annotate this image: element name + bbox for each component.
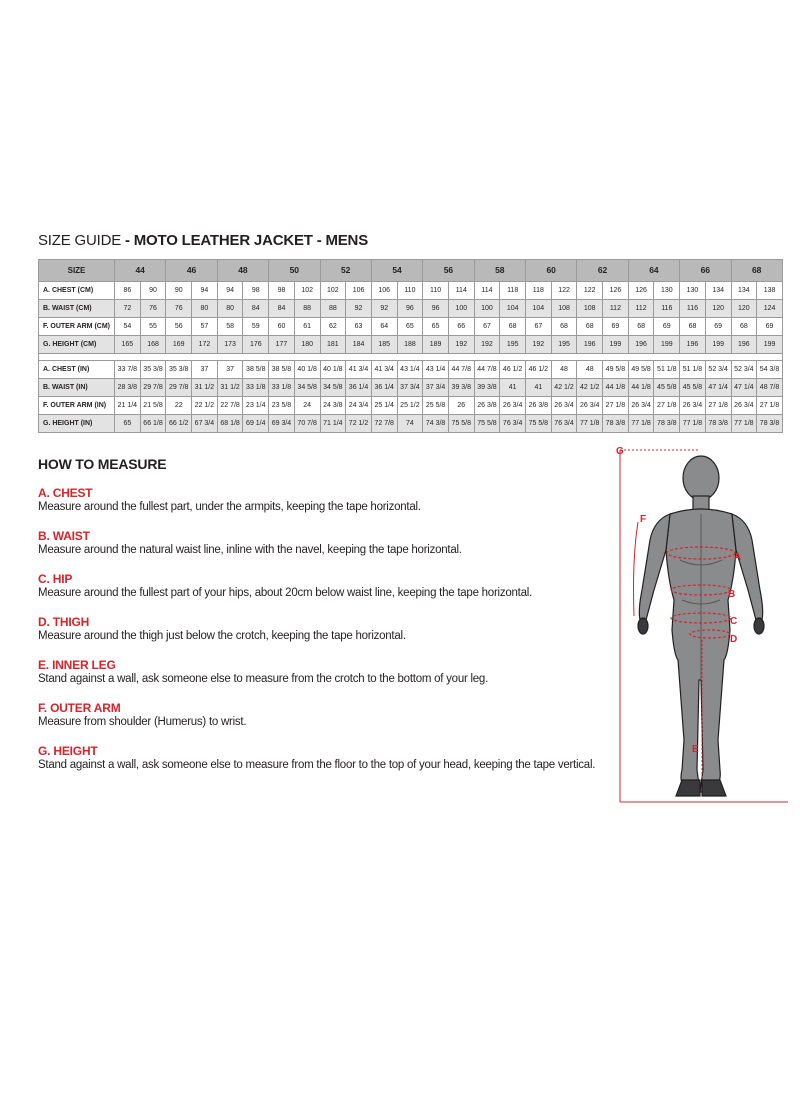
label-e: E — [692, 744, 699, 755]
table-cell: 114 — [448, 282, 474, 300]
table-cell: 47 1/4 — [705, 379, 731, 397]
table-cell: 65 — [115, 415, 141, 433]
measure-item — [38, 529, 618, 572]
measure-title: G. HEIGHT — [38, 744, 98, 758]
table-cell: 100 — [474, 300, 500, 318]
table-cell: 70 7/8 — [294, 415, 320, 433]
table-cell: 196 — [628, 336, 654, 354]
table-cell: 59 — [243, 318, 269, 336]
table-cell: 23 5/8 — [269, 397, 295, 415]
table-cell: 44 1/8 — [628, 379, 654, 397]
table-cell: 22 1/2 — [192, 397, 218, 415]
table-cell: 77 1/8 — [577, 415, 603, 433]
table-cell: 68 — [731, 318, 757, 336]
table-cell: 24 3/8 — [320, 397, 346, 415]
table-cell: 51 1/8 — [654, 361, 680, 379]
table-cell: 177 — [269, 336, 295, 354]
table-cell: 86 — [115, 282, 141, 300]
table-cell: 94 — [217, 282, 243, 300]
table-cell: 31 1/2 — [192, 379, 218, 397]
page-title — [38, 232, 368, 249]
table-cell: 75 5/8 — [448, 415, 474, 433]
measure-description: Stand against a wall, ask someone else to measure from the crotch to the bottom of your leg. — [38, 673, 489, 685]
table-cell: 48 — [551, 361, 577, 379]
table-cell: 116 — [680, 300, 706, 318]
table-cell: 39 3/8 — [448, 379, 474, 397]
table-cell: 185 — [371, 336, 397, 354]
table-cell: 49 5/8 — [603, 361, 629, 379]
table-cell: 189 — [423, 336, 449, 354]
neck — [693, 496, 709, 510]
table-row — [39, 336, 783, 354]
outer-arm-tape — [634, 522, 639, 616]
table-cell: 78 3/8 — [654, 415, 680, 433]
table-cell: 74 — [397, 415, 423, 433]
right-boot — [702, 780, 726, 796]
table-cell: 60 — [269, 318, 295, 336]
size-table — [38, 259, 783, 433]
table-cell: 110 — [423, 282, 449, 300]
table-cell: 68 — [577, 318, 603, 336]
measure-description: Measure from shoulder (Humerus) to wrist. — [38, 716, 247, 728]
table-cell: 27 1/8 — [757, 397, 783, 415]
table-cell: 65 — [423, 318, 449, 336]
table-cell: 196 — [731, 336, 757, 354]
table-cell: 57 — [192, 318, 218, 336]
table-cell: 29 7/8 — [140, 379, 166, 397]
table-cell: 51 1/8 — [680, 361, 706, 379]
left-hand — [638, 618, 648, 634]
measure-description: Measure around the fullest part, under the armpits, keeping the tape horizontal. — [38, 501, 421, 513]
table-cell: 54 — [115, 318, 141, 336]
table-cell: 26 3/4 — [577, 397, 603, 415]
table-cell: 61 — [294, 318, 320, 336]
table-cell: 69 — [705, 318, 731, 336]
table-cell: 96 — [397, 300, 423, 318]
table-cell: 134 — [731, 282, 757, 300]
table-cell: 47 1/4 — [731, 379, 757, 397]
table-cell: 34 5/8 — [320, 379, 346, 397]
table-cell: 23 1/4 — [243, 397, 269, 415]
table-cell: 35 3/8 — [166, 361, 192, 379]
left-arm — [639, 514, 670, 620]
table-cell: 26 3/8 — [474, 397, 500, 415]
table-cell: 69 — [654, 318, 680, 336]
table-cell: 96 — [423, 300, 449, 318]
size-header-cell: 56 — [423, 260, 474, 282]
table-cell: 114 — [474, 282, 500, 300]
table-cell: 62 — [320, 318, 346, 336]
table-cell: 184 — [346, 336, 372, 354]
table-cell: 122 — [577, 282, 603, 300]
table-cell: 36 1/4 — [346, 379, 372, 397]
size-header-cell: 54 — [371, 260, 422, 282]
table-row — [39, 282, 783, 300]
table-cell: 42 1/2 — [551, 379, 577, 397]
table-cell: 21 5/8 — [140, 397, 166, 415]
table-cell: 58 — [217, 318, 243, 336]
table-cell: 176 — [243, 336, 269, 354]
table-cell: 49 5/8 — [628, 361, 654, 379]
table-cell: 68 — [551, 318, 577, 336]
table-cell: 31 1/2 — [217, 379, 243, 397]
size-header-cell: 46 — [166, 260, 217, 282]
table-cell: 181 — [320, 336, 346, 354]
table-cell: 67 — [526, 318, 552, 336]
table-cell: 48 — [577, 361, 603, 379]
size-header-cell: 44 — [115, 260, 166, 282]
table-row — [39, 361, 783, 379]
size-header-cell: 60 — [526, 260, 577, 282]
table-cell: 76 — [140, 300, 166, 318]
table-cell: 80 — [217, 300, 243, 318]
size-header-cell: 64 — [628, 260, 679, 282]
size-header-cell: 66 — [680, 260, 731, 282]
head — [683, 456, 719, 500]
table-cell: 169 — [166, 336, 192, 354]
row-label: F. OUTER ARM (IN) — [39, 397, 115, 415]
table-cell: 26 3/4 — [731, 397, 757, 415]
table-cell: 130 — [654, 282, 680, 300]
title-prefix: SIZE GUIDE — [38, 232, 122, 249]
table-cell: 90 — [166, 282, 192, 300]
table-cell: 199 — [757, 336, 783, 354]
size-header-row — [39, 260, 783, 282]
table-cell: 192 — [448, 336, 474, 354]
table-cell: 25 1/4 — [371, 397, 397, 415]
table-cell: 25 5/8 — [423, 397, 449, 415]
table-cell: 196 — [680, 336, 706, 354]
measure-title: B. WAIST — [38, 529, 90, 543]
table-cell: 33 1/8 — [243, 379, 269, 397]
table-cell: 65 — [397, 318, 423, 336]
table-cell: 75 5/8 — [474, 415, 500, 433]
table-cell: 38 5/8 — [243, 361, 269, 379]
measure-description: Measure around the thigh just below the crotch, keeping the tape horizontal. — [38, 630, 406, 642]
table-cell: 40 1/8 — [320, 361, 346, 379]
measure-title: F. OUTER ARM — [38, 701, 121, 715]
table-cell: 68 — [680, 318, 706, 336]
row-label: B. WAIST (CM) — [39, 300, 115, 318]
table-separator — [39, 354, 783, 361]
table-cell: 104 — [500, 300, 526, 318]
table-cell: 76 3/4 — [551, 415, 577, 433]
label-a: A — [734, 552, 742, 563]
table-cell: 52 3/4 — [731, 361, 757, 379]
table-cell: 35 3/8 — [140, 361, 166, 379]
size-header-cell: 50 — [269, 260, 320, 282]
table-cell: 94 — [192, 282, 218, 300]
table-row — [39, 318, 783, 336]
table-cell: 25 1/2 — [397, 397, 423, 415]
size-header-label: SIZE — [39, 260, 115, 282]
row-label: A. CHEST (IN) — [39, 361, 115, 379]
table-cell: 64 — [371, 318, 397, 336]
table-cell: 22 — [166, 397, 192, 415]
table-cell: 126 — [603, 282, 629, 300]
label-f: F — [640, 514, 647, 525]
table-cell: 22 7/8 — [217, 397, 243, 415]
table-cell: 69 1/4 — [243, 415, 269, 433]
label-c: C — [730, 616, 738, 627]
table-cell: 54 3/8 — [757, 361, 783, 379]
table-cell: 173 — [217, 336, 243, 354]
table-cell: 40 1/8 — [294, 361, 320, 379]
table-cell: 44 7/8 — [474, 361, 500, 379]
table-cell: 24 3/4 — [346, 397, 372, 415]
table-cell: 41 3/4 — [346, 361, 372, 379]
table-cell: 41 — [526, 379, 552, 397]
table-cell: 102 — [294, 282, 320, 300]
table-cell: 196 — [577, 336, 603, 354]
table-cell: 37 3/4 — [397, 379, 423, 397]
table-cell: 104 — [526, 300, 552, 318]
table-cell: 84 — [269, 300, 295, 318]
table-cell: 37 3/4 — [423, 379, 449, 397]
measure-description: Measure around the fullest part of your hips, about 20cm below waist line, keeping the tape horizontal. — [38, 587, 532, 599]
table-cell: 68 1/8 — [217, 415, 243, 433]
table-cell: 43 1/4 — [397, 361, 423, 379]
table-cell: 110 — [397, 282, 423, 300]
table-cell: 195 — [551, 336, 577, 354]
table-cell: 26 3/4 — [500, 397, 526, 415]
label-b: B — [728, 589, 736, 600]
table-cell: 188 — [397, 336, 423, 354]
table-cell: 120 — [731, 300, 757, 318]
measure-item — [38, 486, 618, 529]
measure-item — [38, 658, 618, 701]
table-cell: 180 — [294, 336, 320, 354]
measure-title: A. CHEST — [38, 486, 93, 500]
table-cell: 56 — [166, 318, 192, 336]
table-cell: 68 — [628, 318, 654, 336]
table-cell: 78 3/8 — [603, 415, 629, 433]
measure-description: Stand against a wall, ask someone else to measure from the floor to the top of your head, keeping the tape vertical. — [38, 759, 596, 771]
table-cell: 112 — [603, 300, 629, 318]
table-cell: 67 — [474, 318, 500, 336]
table-cell: 26 3/8 — [526, 397, 552, 415]
table-cell: 29 7/8 — [166, 379, 192, 397]
table-cell: 33 7/8 — [115, 361, 141, 379]
table-cell: 84 — [243, 300, 269, 318]
table-cell: 98 — [243, 282, 269, 300]
table-cell: 46 1/2 — [526, 361, 552, 379]
table-cell: 102 — [320, 282, 346, 300]
row-label: G. HEIGHT (IN) — [39, 415, 115, 433]
table-cell: 72 7/8 — [371, 415, 397, 433]
table-cell: 76 3/4 — [500, 415, 526, 433]
table-cell: 100 — [448, 300, 474, 318]
table-cell: 98 — [269, 282, 295, 300]
row-label: B. WAIST (IN) — [39, 379, 115, 397]
row-label: A. CHEST (CM) — [39, 282, 115, 300]
table-cell: 48 7/8 — [757, 379, 783, 397]
table-cell: 116 — [654, 300, 680, 318]
table-cell: 72 1/2 — [346, 415, 372, 433]
table-cell: 199 — [603, 336, 629, 354]
table-cell: 55 — [140, 318, 166, 336]
table-cell: 120 — [705, 300, 731, 318]
table-cell: 37 — [192, 361, 218, 379]
table-cell: 108 — [577, 300, 603, 318]
table-row — [39, 397, 783, 415]
table-cell: 199 — [654, 336, 680, 354]
table-cell: 42 1/2 — [577, 379, 603, 397]
table-cell: 69 — [757, 318, 783, 336]
table-cell: 192 — [474, 336, 500, 354]
table-cell: 106 — [346, 282, 372, 300]
table-cell: 26 3/4 — [680, 397, 706, 415]
table-cell: 21 1/4 — [115, 397, 141, 415]
size-header-cell: 58 — [474, 260, 525, 282]
table-cell: 63 — [346, 318, 372, 336]
table-cell: 66 — [448, 318, 474, 336]
table-cell: 36 1/4 — [371, 379, 397, 397]
table-cell: 118 — [500, 282, 526, 300]
table-cell: 75 5/8 — [526, 415, 552, 433]
table-cell: 45 5/8 — [654, 379, 680, 397]
table-cell: 69 3/4 — [269, 415, 295, 433]
size-header-cell: 52 — [320, 260, 371, 282]
label-g: G — [616, 446, 624, 457]
measure-title: C. HIP — [38, 572, 73, 586]
table-cell: 192 — [526, 336, 552, 354]
table-cell: 77 1/8 — [628, 415, 654, 433]
table-cell: 80 — [192, 300, 218, 318]
table-cell: 27 1/8 — [654, 397, 680, 415]
row-label: F. OUTER ARM (CM) — [39, 318, 115, 336]
table-cell: 92 — [371, 300, 397, 318]
body-measurement-figure — [610, 440, 790, 810]
table-cell: 27 1/8 — [705, 397, 731, 415]
measure-title: D. THIGH — [38, 615, 90, 629]
table-cell: 66 1/2 — [166, 415, 192, 433]
table-row — [39, 379, 783, 397]
measure-instructions — [38, 486, 618, 787]
table-cell: 130 — [680, 282, 706, 300]
measure-item — [38, 615, 618, 658]
table-cell: 28 3/8 — [115, 379, 141, 397]
table-cell: 126 — [628, 282, 654, 300]
measure-description: Measure around the natural waist line, inline with the navel, keeping the tape horizontal. — [38, 544, 462, 556]
table-cell: 34 5/8 — [294, 379, 320, 397]
title-main: - MOTO LEATHER JACKET - MENS — [121, 232, 368, 249]
size-header-cell: 68 — [731, 260, 782, 282]
table-cell: 27 1/8 — [603, 397, 629, 415]
table-cell: 78 3/8 — [705, 415, 731, 433]
table-cell: 41 — [500, 379, 526, 397]
table-cell: 106 — [371, 282, 397, 300]
table-cell: 41 3/4 — [371, 361, 397, 379]
table-cell: 72 — [115, 300, 141, 318]
table-cell: 165 — [115, 336, 141, 354]
table-cell: 172 — [192, 336, 218, 354]
table-cell: 124 — [757, 300, 783, 318]
table-row — [39, 415, 783, 433]
table-cell: 118 — [526, 282, 552, 300]
table-cell: 43 1/4 — [423, 361, 449, 379]
size-header-cell: 48 — [217, 260, 268, 282]
separator-cell — [39, 354, 783, 361]
table-cell: 68 — [500, 318, 526, 336]
table-row — [39, 300, 783, 318]
table-cell: 199 — [705, 336, 731, 354]
table-cell: 24 — [294, 397, 320, 415]
table-cell: 138 — [757, 282, 783, 300]
table-cell: 168 — [140, 336, 166, 354]
measure-title: E. INNER LEG — [38, 658, 116, 672]
size-header-cell: 62 — [577, 260, 628, 282]
table-cell: 39 3/8 — [474, 379, 500, 397]
measure-item — [38, 572, 618, 615]
label-d: D — [730, 634, 738, 645]
table-cell: 46 1/2 — [500, 361, 526, 379]
left-boot — [676, 780, 700, 796]
how-to-measure-heading: HOW TO MEASURE — [38, 456, 167, 472]
measure-item — [38, 744, 618, 787]
table-cell: 69 — [603, 318, 629, 336]
right-hand — [754, 618, 764, 634]
measure-item — [38, 701, 618, 744]
table-cell: 76 — [166, 300, 192, 318]
table-cell: 67 3/4 — [192, 415, 218, 433]
table-cell: 108 — [551, 300, 577, 318]
right-arm — [732, 514, 763, 620]
table-cell: 74 3/8 — [423, 415, 449, 433]
table-cell: 26 3/4 — [551, 397, 577, 415]
table-cell: 92 — [346, 300, 372, 318]
table-cell: 52 3/4 — [705, 361, 731, 379]
table-cell: 26 — [448, 397, 474, 415]
table-cell: 71 1/4 — [320, 415, 346, 433]
table-cell: 77 1/8 — [731, 415, 757, 433]
table-cell: 38 5/8 — [269, 361, 295, 379]
table-cell: 26 3/4 — [628, 397, 654, 415]
table-cell: 78 3/8 — [757, 415, 783, 433]
table-cell: 33 1/8 — [269, 379, 295, 397]
table-cell: 77 1/8 — [680, 415, 706, 433]
table-cell: 88 — [294, 300, 320, 318]
table-cell: 112 — [628, 300, 654, 318]
table-cell: 122 — [551, 282, 577, 300]
table-cell: 44 7/8 — [448, 361, 474, 379]
table-cell: 66 1/8 — [140, 415, 166, 433]
table-cell: 37 — [217, 361, 243, 379]
table-cell: 44 1/8 — [603, 379, 629, 397]
table-cell: 90 — [140, 282, 166, 300]
table-cell: 88 — [320, 300, 346, 318]
table-cell: 134 — [705, 282, 731, 300]
row-label: G. HEIGHT (CM) — [39, 336, 115, 354]
table-cell: 45 5/8 — [680, 379, 706, 397]
table-cell: 195 — [500, 336, 526, 354]
